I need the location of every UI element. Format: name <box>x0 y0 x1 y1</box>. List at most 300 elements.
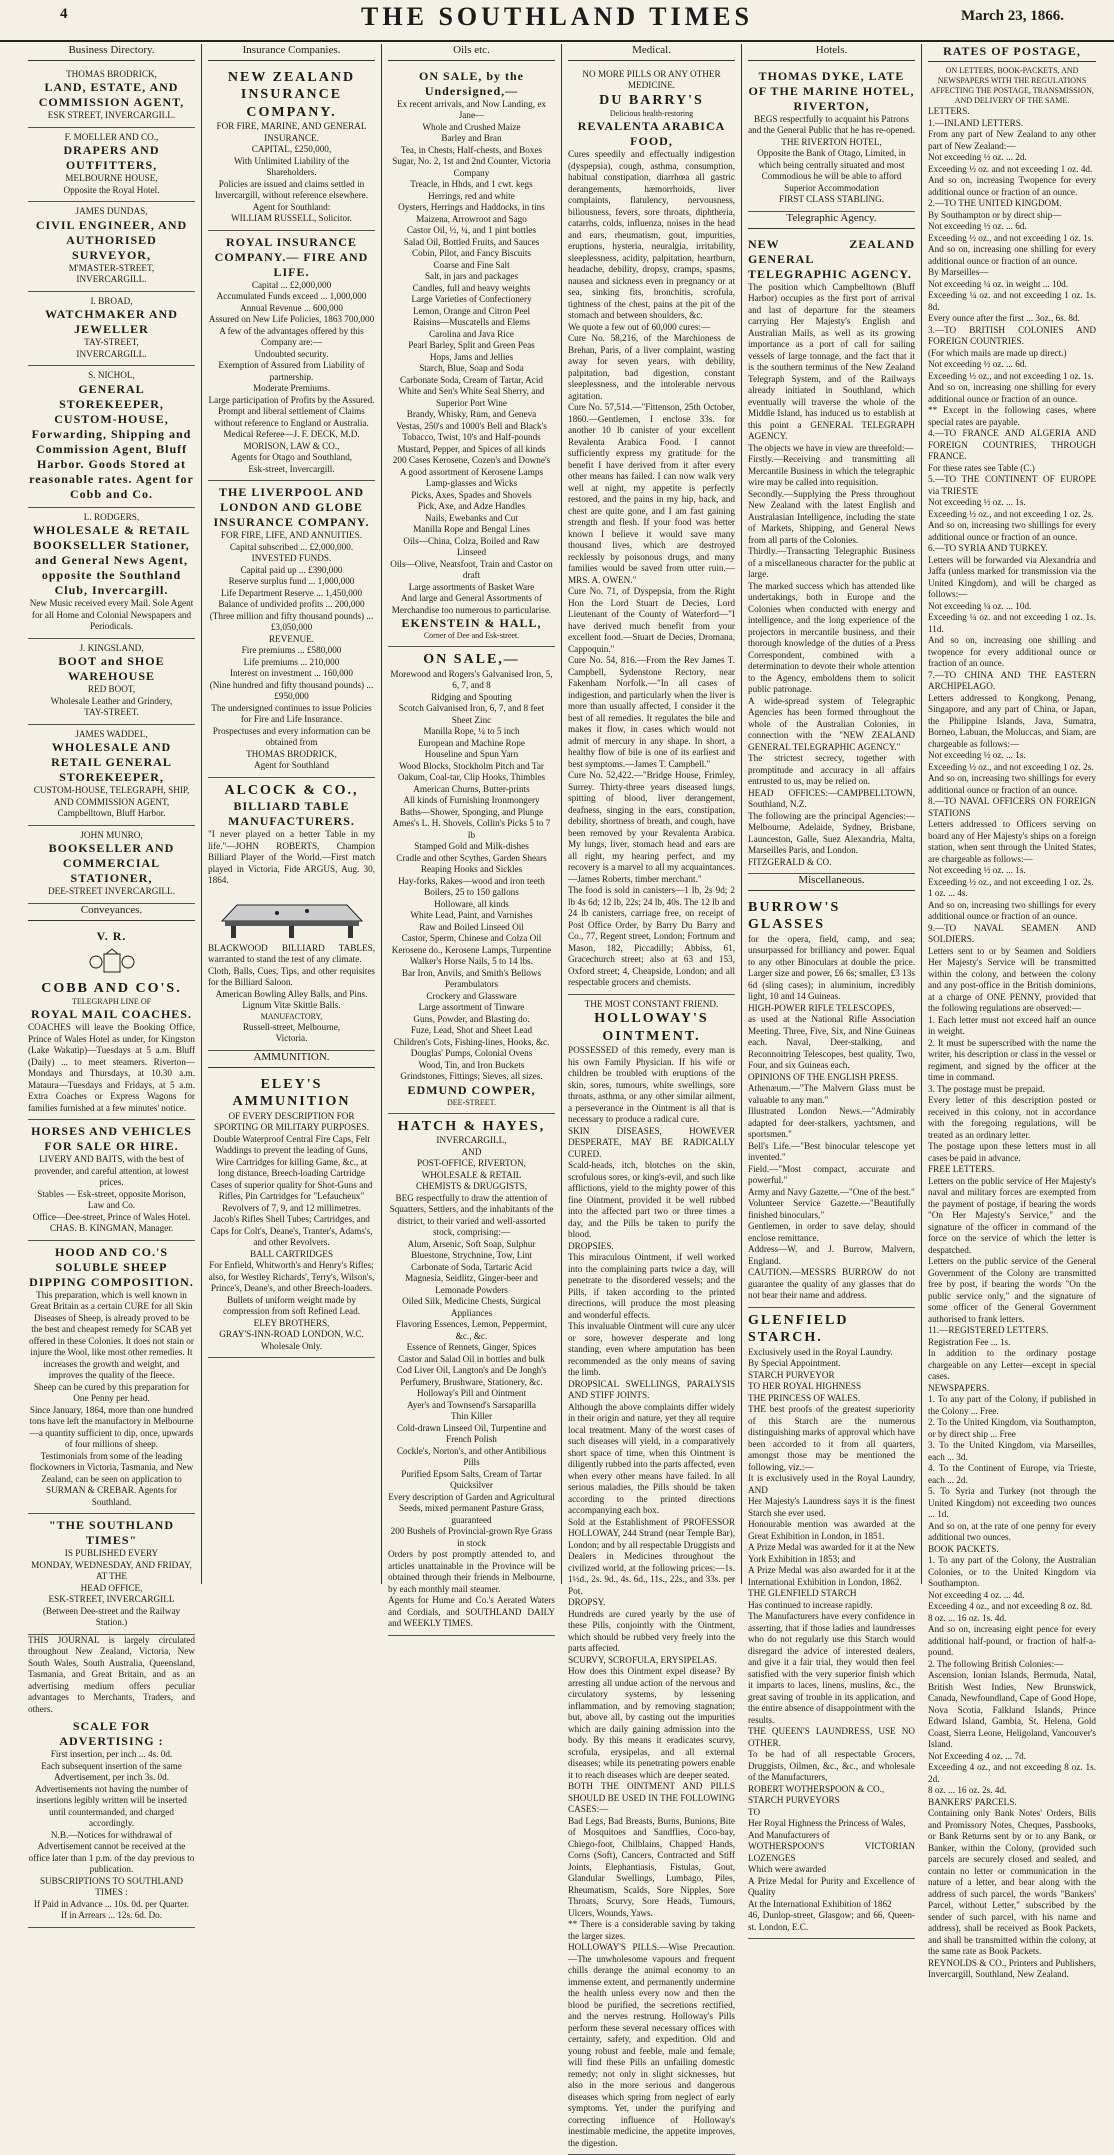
alcock-line: Russell-street, Melbourne, <box>242 1021 341 1032</box>
barry-subtitle: REVALENTA ARABICA FOOD, <box>577 119 726 149</box>
hatch-line: BEG respectfully to draw the attention of Squatters, Settlers, and the inhabitants of the district, to their varied and well-assorted stock, comprising:— <box>389 1192 554 1238</box>
conveyances-heading: Conveyances. <box>28 904 195 921</box>
list-item: Crockery and Glassware <box>426 990 517 1001</box>
postage-line: 4.—TO FRANCE AND ALGERIA AND FOREIGN COUNTRIES, THROUGH FRANCE. <box>928 428 1096 461</box>
scale-line: SCALE FOR ADVERTISING : <box>59 1719 164 1748</box>
holloway-paragraph: This miraculous Ointment, if well worked into the complaining parts twice a day, will penetrate to the disordered vessels; and the Pills, if taken according to the printed directions, will produce the most pleasing and wonderful effects. <box>568 1252 735 1320</box>
holloway-paragraph: POSSESSED of this remedy, every man is his own Family Physician. If his wife or children be troubled with eruptions of the skin, sores, tumours, white swellings, sore throats, asthma, or any other similar ailment, a perseverance in the Ointment is all that is necessary to produce a radical cure. <box>568 1045 735 1125</box>
directory-ad-line: BOOT and SHOE WAREHOUSE <box>58 654 165 684</box>
sale-item-list <box>388 122 555 617</box>
directory-ad-line: JAMES WADDEL, <box>75 728 148 739</box>
page-columns <box>22 44 1102 2148</box>
postage-line: 1 oz. ... 4s. <box>928 888 968 898</box>
list-item: Sheet Zinc <box>451 714 492 725</box>
holloway-paragraph: DROPSY. <box>568 1597 606 1608</box>
list-item: Starch, Blue, Soap and Soda <box>419 363 524 374</box>
directory-ad-line: ESK STREET, INVERCARGILL. <box>47 110 176 121</box>
riverton-line: THE RIVERTON HOTEL, <box>781 136 882 147</box>
nz-line: With Unlimited Liability of the Shareholders. <box>234 155 349 178</box>
royal-line: Exemption of Assured from Liability of partnership. <box>218 360 365 382</box>
alcock-line: BLACKWOOD BILLIARD TABLES, warranted to stand the test of any climate. <box>208 942 375 965</box>
ammo-line: Jacob's Rifles Shell Tubes; Cartridges, and Caps for Colt's, Deane's, Tranter's, Adams's, and other Revolvers. <box>210 1214 373 1247</box>
column-postage <box>922 44 1102 1979</box>
hatch-footer: Orders by post promptly attended to, and articles unattainable in the Province will be obtained through their friends in Melbourne, by each monthly mail steamer. <box>388 1549 555 1594</box>
telegraph-line: The strictest secrecy, together with promptitude and accuracy in all affairs entrusted to us, may be relied on. <box>748 753 915 786</box>
telegraphic-agency-ad <box>748 233 915 875</box>
list-item: Carolina and Java Rice <box>429 328 514 339</box>
cobb-coaches-ad <box>28 925 195 1121</box>
royal-line: ROYAL INSURANCE COMPANY.— FIRE AND LIFE. <box>214 234 369 279</box>
liverpool-line: Capital subscribed ... £2,000,000. <box>229 541 354 552</box>
list-item: Manilla Rope, ¼ to 5 inch <box>423 726 520 737</box>
postage-line: In addition to the ordinary postage chargeable on any Letter—except in special cases. <box>928 1348 1096 1381</box>
postage-line: 2. The following British Colonies:— <box>928 1658 1064 1669</box>
alcock-subtitle: BILLIARD TABLE MANUFACTURERS. <box>228 799 355 829</box>
hatch-line: AND <box>461 1146 482 1157</box>
list-item: Cockle's, Norton's, and other Antibilious Pills <box>396 1445 547 1468</box>
list-item: Grindstones, Fittings; Sieves, all sizes. <box>400 1071 543 1082</box>
list-item: Castor Oil, ½, ¼, and 1 pint bottles <box>406 225 537 236</box>
starch-line: To be had of all respectable Grocers, Druggists, Oilmen, &c., &c., and wholesale of the Manufacturers, <box>748 1749 915 1783</box>
list-item: Brandy, Whisky, Rum, and Geneva <box>406 409 537 420</box>
scale-line: If in Arrears ... 12s. 6d. Do. <box>60 1910 163 1920</box>
list-item: And large and General Assortments of Merchandise too numerous to particularise. <box>391 593 552 615</box>
du-barry-ad <box>568 65 735 995</box>
list-item: Boilers, 25 to 150 gallons <box>424 887 519 898</box>
postage-line: And so on, increasing eight pence for every additional half-pound, or fraction of half-a-pound. <box>928 1624 1096 1657</box>
postage-rates <box>928 106 1096 1981</box>
postage-line: By Marseilles— <box>928 267 989 277</box>
ammo-line: BALL CARTRIDGES <box>249 1248 334 1259</box>
ammo-line: Wholesale Only. <box>260 1340 323 1351</box>
directory-ad-line: WATCHMAKER AND JEWELLER <box>45 307 178 337</box>
sale-item-list <box>388 669 555 1083</box>
postage-line: 7.—TO CHINA AND THE EASTERN ARCHIPELAGO. <box>928 669 1096 691</box>
directory-ad <box>28 826 195 904</box>
list-item: European and Machine Rope <box>418 737 525 748</box>
list-item: Baths—Shower, Sponging, and Plunge <box>399 806 544 817</box>
list-item: Reaping Hooks and Sickles <box>420 864 523 875</box>
sheep-line: HOOD AND CO.'S SOLUBLE SHEEP DIPPING COMPOSITION. <box>29 1244 194 1289</box>
alcock-quote: "I never played on a better Table in my life."—JOHN ROBERTS, Champion Billiard Player of the World.—First match played in Victoria, Fide ARGUS, Aug. 30, 1864. <box>208 829 375 886</box>
times-line: AT THE <box>95 1571 128 1581</box>
starch-line: Honourable mention was awarded at the Great Exhibition in London, in 1851. <box>748 1519 915 1541</box>
ammo-line: ELEY'S AMMUNITION <box>232 1076 351 1109</box>
column-heading: Business Directory. <box>28 44 195 61</box>
royal-arms-icon <box>82 948 142 976</box>
liverpool-line: Life premiums ... 210,000 <box>243 656 340 667</box>
postage-line: 2.—TO THE UNITED KINGDOM. <box>928 198 1062 208</box>
list-item: Hops, Jams and Jellies <box>429 351 514 362</box>
list-item: Wood Blocks, Stockholm Pitch and Tar <box>399 760 544 771</box>
directory-ad-line: CIVIL ENGINEER, AND AUTHORISED SURVEYOR, <box>35 217 188 262</box>
directory-ad-line: TAY-STREET. <box>84 707 139 718</box>
postage-line: 3. The postage must be prepaid. <box>928 1083 1045 1094</box>
starch-line: Her Royal Highness the Princess of Wales, <box>748 1818 906 1829</box>
postage-line: 6.—TO SYRIA AND TURKEY. <box>928 543 1048 553</box>
liverpool-line: THE LIVERPOOL AND LONDON AND GLOBE INSURANCE COMPANY. <box>213 485 370 530</box>
directory-ad-line: M'MASTER-STREET, <box>68 262 155 273</box>
list-item: Manilla Rope and Bengal Lines <box>413 524 530 535</box>
sale-subtitle: Ex recent arrivals, and Now Landing, ex Jane— <box>397 98 546 121</box>
column-medical <box>562 44 742 2148</box>
postage-line: Not exceeding ½ oz. ... 2d. <box>928 152 1027 162</box>
paper-title: THE SOUTHLAND TIMES <box>361 2 753 31</box>
directory-ad <box>28 508 195 639</box>
eley-ammunition-ad <box>208 1072 375 1359</box>
list-item: Magnesia, Seidlitz, Ginger-beer and Lemonade Powders <box>405 1273 538 1295</box>
burrow-line: Illustrated London News.—"Admirably adapted for deer-stalkers, yachtsmen, and sportsmen." <box>748 1106 915 1140</box>
burrow-line: as used at the National Rifle Association Meeting. Three, Five, Six, and Nine Guineas each. Naval, Deer-stalking, and Reconnoitring Telescopes, best quality, Two, Four, and six Guineas each. <box>748 1014 915 1071</box>
liverpool-line: Capital paid up ... £390,000 <box>240 564 343 575</box>
list-item: Cod Liver Oil, Langton's and De Jongh's <box>396 1365 547 1376</box>
scale-line: Each subsequent insertion of the same Advertisement, per inch 3s. 0d. <box>41 1760 182 1782</box>
telegraph-line: Firstly.—Receiving and transmitting all Mercantile Business in which the telegraphic wire may be called into requisition. <box>748 454 915 487</box>
alcock-line: American Bowling Alley Balls, and Pins. <box>215 988 368 999</box>
postage-line: 9.—TO NAVAL SEAMEN AND SOLDIERS. <box>928 922 1096 944</box>
directory-ad-line: JAMES DUNDAS, <box>75 206 148 217</box>
list-item: Oakum, Coal-tar, Clip Hooks, Thimbles <box>397 772 546 783</box>
list-item: Perambulators <box>444 979 499 990</box>
hatch-line: HATCH & HAYES, <box>397 1118 546 1134</box>
column-business-directory <box>22 44 202 1920</box>
postage-line: 8 oz. ... 16 oz. 1s. 4d. <box>928 1612 1007 1623</box>
list-item: Large Varieties of Confectionery <box>411 294 532 305</box>
directory-ad <box>28 639 195 725</box>
times-line: IS PUBLISHED EVERY <box>64 1548 159 1558</box>
list-item: Sugar, No. 2, 1st and 2nd Counter, Victoria Company <box>392 156 551 178</box>
list-item: Mustard, Pepper, and Spices of all kinds <box>397 443 546 454</box>
postage-line: And so on, increasing two shillings for every additional ounce or fraction of an ounce. <box>928 520 1096 542</box>
list-item: 200 Bushels of Provincial-grown Rye Grass in stock <box>390 1526 553 1548</box>
hatch-line: INVERCARGILL, <box>436 1135 507 1146</box>
burrow-line: OPINIONS OF THE ENGLISH PRESS. <box>748 1071 899 1082</box>
holloway-tagline: THE MOST CONSTANT FRIEND. <box>584 998 719 1009</box>
postage-line: 1.—INLAND LETTERS. <box>928 117 1024 128</box>
postage-line: Every ounce after the first ... 3oz., 6s. 8d. <box>928 313 1080 323</box>
ammo-line: OF EVERY DESCRIPTION FOR SPORTING OR MILITARY PURPOSES. <box>213 1110 370 1132</box>
postage-line: 1. To any part of the Colony, if published in the Colony ... Free. <box>928 1394 1096 1416</box>
postage-line: And so on, at the rate of one penny for every additional two ounces. <box>928 1520 1096 1542</box>
directory-ad <box>28 65 195 128</box>
burrow-line: CAUTION.—MESSRS BURROW do not guarantee the quality of any glasses that do not bear their name and address. <box>748 1267 915 1301</box>
scale-line: SUBSCRIPTIONS TO SOUTHLAND TIMES : <box>39 1875 184 1897</box>
postage-line: Exceeding ½ oz., and not exceeding 1 oz. 2s. <box>928 876 1094 887</box>
postage-line: Ascension, Ionian Islands, Bermuda, Natal, British West Indies, New Brunswick, Canada, Newfoundland, Cape of Good Hope, Nova Scotia, Falkland Islands, Prince Edward Island, Gambia, St. Helena, Gold Coast, Sierra Leone, Heligoland, Vancouver's Island. <box>928 1670 1096 1749</box>
directory-ad-line: Wholesale Leather and Grindery, <box>50 695 173 706</box>
alcock-line: Cloth, Balls, Cues, Tips, and other requisites for the Billiard Saloon. <box>208 965 375 988</box>
holloway-paragraph: DROPSIES. <box>568 1240 614 1251</box>
directory-ad-line: Campbelltown, Bluff Harbor. <box>57 808 166 819</box>
list-item: Morewood and Rogers's Galvanised Iron, 5, 6, 7, and 8 <box>390 668 553 691</box>
directory-ad-line: Opposite the Royal Hotel. <box>63 184 160 195</box>
postage-line: 2. To the United Kingdom, via Southampton, or by direct ship ... Free <box>928 1417 1096 1439</box>
postage-line: Letters sent to or by Seamen and Soldiers Her Majesty's Service will be transmitted within the colony, and between the colony and any post-office in the British dominions, at a charge of ONE PENNY, provided that the following regulations are observed:— <box>928 945 1096 1013</box>
postage-line: 8.—TO NAVAL OFFICERS ON FOREIGN STATIONS <box>928 796 1096 818</box>
postage-line: Every letter of this description posted or received in this colony, not in accordance with the foregoing regulations, will be treated as an ordinary letter. <box>928 1095 1096 1140</box>
advertising-scale <box>28 1715 195 1928</box>
masthead <box>0 0 1114 42</box>
telegraph-line: FITZGERALD & CO. <box>748 856 832 867</box>
cobb-body: COACHES will leave the Booking Office, Prince of Wales Hotel as under, for Kingston (Lake Wakatip)—Tuesdays at 5 a.m. Bluff (Daily) ... to meet steamers. Riverton—Mondays and Thursdays, at 10.30 a.m. Mataura—Tuesdays and Fridays, at 5 a.m. Extra Coaches or Express Wagons for families furnished at a few minutes' notice. <box>28 1022 195 1113</box>
column-merchants <box>382 44 562 1629</box>
royal-line: Assured on New Life Policies, 1863 700,000 <box>208 314 375 325</box>
postage-line: Not exceeding ½ oz. ... 6d. <box>928 221 1027 231</box>
list-item: Essence of Rennets, Ginger, Spices <box>406 1342 537 1353</box>
postage-line: Letters on the public service of the General Government of the Colony are transmitted free by post, if bearing the words "On the public service only," and the signature of some officer of the General Government authorised to frank letters. <box>928 1256 1096 1324</box>
liverpool-line: Agent for Southland <box>253 760 330 771</box>
barry-paragraph: Cure No. 54, 816.—From the Rev James T. Campbell, Sydenstone Rectory, near Fakenham Norfolk.—"In all cases of indigestion, and particularly when the liver is more than usually affected, I consider it the best of all remedies. It regulates the bile and makes it flow, in cases which would not admit of mercury in any shape. In short, a healthy flow of bile is one of its earliest and best symptoms.—James T. Campbell." <box>568 655 735 769</box>
horses-line: HORSES AND VEHICLES FOR SALE OR HIRE. <box>31 1124 192 1153</box>
hatch-line: POST-OFFICE, RIVERTON, <box>417 1158 526 1169</box>
liverpool-line: REVENUE. <box>268 633 315 644</box>
holloway-title: HOLLOWAY'S OINTMENT. <box>594 1011 709 1044</box>
royal-line: Agents for Otago and Southland, <box>230 452 353 463</box>
directory-ad-line: J. KINGSLAND, <box>79 642 144 653</box>
sale-signature: EDMUND COWPER, <box>407 1082 536 1097</box>
starch-line: Which were awarded <box>748 1864 827 1875</box>
list-item: Salad Oil, Bottled Fruits, and Sauces <box>403 236 540 247</box>
scale-line: If Paid in Advance ... 10s. 0d. per Quarter. <box>33 1898 190 1909</box>
burrow-line: Bell's Life.—"Best binocular telescope yet invented." <box>748 1140 915 1163</box>
starch-line: WOTHERSPOON'S VICTORIAN LOZENGES <box>748 1841 915 1863</box>
directory-ad-line: S. NICHOL, <box>88 370 135 381</box>
list-item: Picks, Axes, Spades and Shovels <box>411 489 532 500</box>
list-item: Lemon, Orange and Citron Peel <box>412 305 531 316</box>
nz-line: FOR FIRE, MARINE, AND GENERAL INSURANCE. <box>216 121 367 143</box>
list-item: Every description of Garden and Agricultural Seeds, mixed permanent Pasture Grass, guaranteed <box>388 1491 555 1525</box>
list-item: White and Sen's White Seal Sherry, and Superior Port Wine <box>398 386 545 408</box>
liverpool-line: Life Department Reserve ... 1,450,000 <box>220 587 363 598</box>
directory-ad-line: DEE-STREET INVERCARGILL. <box>48 886 175 897</box>
postage-line: Not Exceeding 4 oz. ... 7d. <box>928 1750 1026 1761</box>
postage-line: 3.—TO BRITISH COLONIES AND FOREIGN COUNTRIES. <box>928 324 1096 346</box>
telegraph-line: The marked success which has attended like undertakings, both in Europe and the Colonies when conducted with energy and intelligence, and the long experience of the projectors in mercantile business, and their thorough knowledge of the duties of a Press Correspondent, combined with a determination to devote their whole attention to the Agency, emboldens them to solicit public patronage. <box>748 580 915 694</box>
horses-line: Office—Dee-street, Prince of Wales Hotel. <box>32 1211 191 1222</box>
starch-line: Her Majesty's Laundress says it is the finest Starch she ever used. <box>748 1496 915 1518</box>
alcock-line: Victoria. <box>275 1033 308 1044</box>
barry-subtitle: Delicious health-restoring <box>609 109 694 119</box>
page-number: 4 <box>60 6 68 22</box>
hatch-header <box>388 1118 555 1239</box>
riverton-line: THOMAS DYKE, LATE OF THE MARINE HOTEL, RIVERTON, <box>748 68 915 113</box>
royal-line: A few of the advantages offered by this Company are:— <box>219 325 364 348</box>
starch-line: 46, Dunlop-street, Glasgow; and 66, Queen-st. London, E.C. <box>748 1910 915 1932</box>
holloway-paragraph: HOLLOWAY'S PILLS.—Wise Precaution.—The unwholesome vapours and frequent chills derange the animal economy to an immense extent, and permanently undermine the health unless every now and then the blood be purified, the secretions rectified, and the nerves restrung. Holloway's Pills perform these several necessary offices with certainty, safety, and expedition. Old and young robust and feeble, male and female, will find these Pills an unfailing domestic remedy; not only in slight sicknesses, but also in the more serious and dangerous diseases which spring from neglect of early symptoms. Yet, under the purifying and correcting influence of Holloway's inestimable medicine, the appetite improves, the digestion. <box>568 1942 735 2148</box>
column-heading: Medical. <box>568 44 735 61</box>
holloway-paragraph: Scald-heads, itch, blotches on the skin, scrofulous sores, or king's-evil, and such like afflictions, yield to the mighty power of this fine Ointment, provided it be well rubbed into the affected part two or three times a day, and the Pills be taken to purify the blood. <box>568 1160 735 1240</box>
holloway-paragraph: BOTH THE OINTMENT AND PILLS SHOULD BE USED IN THE FOLLOWING CASES:— <box>568 1781 735 1815</box>
list-item: Children's Cots, Fishing-lines, Hooks, &c. <box>393 1036 550 1047</box>
list-item: Douglas' Pumps, Colonial Ovens <box>410 1048 533 1059</box>
starch-line: THE PRINCESS OF WALES. <box>748 1392 861 1403</box>
burrow-line: Athenæum.—"The Malvern Glass must be valuable to any man." <box>748 1083 915 1105</box>
ekenstein-sale-ad <box>388 65 555 648</box>
list-item: White Lead, Paint, and Varnishes <box>410 910 533 921</box>
directory-ad-line: INVERCARGILL. <box>76 274 147 285</box>
postage-line: ** Except in the following cases, where special rates are payable. <box>928 405 1096 427</box>
list-item: Large assortments of Basket Ware <box>408 581 535 592</box>
list-item: Vestas, 250's and 1000's Bell and Black's <box>396 420 547 431</box>
royal-cipher: V. R. <box>96 928 127 943</box>
burrow-line: Gentlemen, in order to save delay, should enclose remittance. <box>748 1221 915 1243</box>
starch-line: Has continued to increase rapidly. <box>748 1599 873 1610</box>
list-item: Treacle, in Hhds, and 1 cwt. kegs <box>410 179 533 190</box>
list-item: Pick, Axe, and Adze Handles <box>417 501 526 512</box>
list-item: Raisins—Muscatells and Elems <box>413 317 530 328</box>
times-line: "THE SOUTHLAND TIMES" <box>48 1518 175 1547</box>
liverpool-line: Interest on investment ... 160,000 <box>230 668 353 679</box>
list-item: Maizena, Arrowroot and Sago <box>416 213 527 224</box>
postage-line: Not exceeding ½ oz. ... 1s. <box>928 865 1026 875</box>
postage-line: 3. To the United Kingdom, via Marseilles, each ... 3d. <box>928 1440 1096 1462</box>
sheep-line: This preparation, which is well known in Great Britain as a certain CURE for all Skin Diseases of Sheep, is already proved to be the best and cheapest remedy for SCAB yet offered in these Colonies. It does not stain or injure the Wool, like most other remedies. It increases the growth and weight, and improves the quality of the fleece. <box>29 1289 194 1380</box>
directory-ad <box>28 366 195 508</box>
hatch-item-list <box>388 1239 555 1550</box>
horses-line: LIVERY AND BAITS, with the best of provender, and careful attention, at lowest prices. <box>34 1154 189 1187</box>
list-item: Cradle and other Scythes, Garden Shears <box>396 852 547 863</box>
list-item: Scotch Galvanised Iron, 6, 7, and 8 feet <box>398 703 545 714</box>
list-item: Lamp-glasses and Wicks <box>425 478 518 489</box>
postage-line: Letters addressed to Kongkong, Penang, Singapore, and any part of China, or Japan, the Philippine Islands, Java, Sumatra, Borneo, Labuan, the Moluccas, and Siam, are chargeable as follows:— <box>928 692 1096 749</box>
list-item: Stamped Gold and Milk-dishes <box>414 841 529 852</box>
postage-line: 1. To any part of the Colony, the Australian Colonies, or to the United Kingdom via Southampton. <box>928 1555 1096 1588</box>
glenfield-starch-ad <box>748 1308 915 1940</box>
barry-paragraph: Cure No. 58,216, of the Marchioness de Brehan, Paris, of a liver complaint, wasting away for seven years, with debility, palpitation, bad digestion, constant sleeplessness, and the intolerable nervous agitation. <box>568 333 735 401</box>
list-item: Tea, in Chests, Half-chests, and Boxes <box>400 144 543 155</box>
nz-line: CAPITAL, £250,000, <box>251 144 332 155</box>
ammo-line: Bullets of uniform weight made by compression from soft Refined Lead. <box>222 1294 360 1316</box>
burrow-line: HIGH-POWER RIFLE TELESCOPES, <box>748 1002 895 1013</box>
postage-line: Not exceeding ½ oz. ... 1s. <box>928 750 1026 760</box>
liverpool-line: THOMAS BRODRICK, <box>246 748 337 759</box>
column-hotels <box>742 44 922 1932</box>
list-item: Wood, Tin, and Iron Buckets <box>418 1059 525 1070</box>
list-item: Fuze, Lead, Shot and Sheet Lead <box>410 1025 533 1036</box>
barry-paragraph: Cures speedily and effectually indigestion (dyspepsia), cough, asthma, consumption, habitual constipation, diarrhœa all gastric derangements, hæmorrhoids, liver complaints, flatulency, nervousness, biliousness, fevers, sore throats, diphtheria, catarrhs, colds, influenza, noises in the head and ears, rheumatism, gout, impurities, eruptions, hysteria, neuralgia, irritability, sleeplessness, acidity, palpitation, heartburn, headache, debility, dropsy, cramps, spasms, nausea and sickness even in pregnancy or at sea, sinking fits, bronchitis, scrofula, tightness of the chest, pains at the pit of the stomach and between shoulders, &c. <box>568 149 735 321</box>
starch-line: A Prize Medal for Purity and Excellence of Quality <box>748 1875 915 1898</box>
postage-line: For these rates see Table (C.) <box>928 462 1035 473</box>
postage-line: NEWSPAPERS. <box>928 1382 990 1393</box>
sale-title: ON SALE,— <box>423 652 520 668</box>
starch-line: THE best proofs of the greatest superiority of this Starch are the numerous distinguishing marks of approval which have been accorded to it from all quarters, amongst those may be mentioned the following, viz.:— <box>748 1404 915 1472</box>
billiard-table-icon <box>217 891 367 939</box>
starch-line: And Manufacturers of <box>748 1829 830 1840</box>
directory-ad-line: TAY-STREET, <box>84 337 139 348</box>
starch-line: It is exclusively used in the Royal Laundry, AND <box>748 1473 915 1495</box>
times-line: (Between Dee-street and the Railway Station.) <box>42 1605 181 1627</box>
directory-ad <box>28 128 195 203</box>
holloway-paragraph: Hundreds are cured yearly by the use of these Pills, conjointly with the Ointment, which should be rubbed very freely into the parts affected. <box>568 1608 735 1654</box>
list-item: Castor, Sperm, Chinese and Colza Oil <box>401 933 542 944</box>
burrow-line: Address—W. and J. Burrow, Malvern, England. <box>748 1244 915 1266</box>
list-item: Coarse and Fine Salt <box>433 259 510 270</box>
royal-line: Undoubted security. <box>254 348 329 359</box>
postage-line: BANKERS' PARCELS. <box>928 1796 1017 1807</box>
list-item: Oiled Silk, Medicine Chests, Surgical Appliances <box>402 1296 541 1318</box>
barry-paragraph: Cure No. 52,422.—"Bridge House, Frimley, Surrey. Thirty-three years diseased lungs, spitting of blood, liver derangement, deafness, singing in the ears, constipation, debility, shortness of breath, and cough, have been removed by your Revalenta Arabica. My lungs, liver, stomach head and ears are all right, my hearing perfect, and my recovery is a marvel to all my acquaintances.—James Roberts, timber merchant." <box>568 770 735 884</box>
postage-line: BOOK PACKETS. <box>928 1543 999 1554</box>
list-item: A good assortment of Kerosene Lamps <box>399 466 544 477</box>
directory-ad-line: THOMAS BRODRICK, <box>66 68 157 79</box>
postage-line: Containing only Bank Notes' Orders, Bills and Promissory Notes, Cheques, Passbooks, or Bank Returns sent by or to any Bank, or Banker, within the Colony, (provided such parcels are securely closed and sealed, and contain no letter or communication in the nature of a letter, and bear along with the address of such parcel, the words "Bankers' Parcel, without Letter," subscribed by the sender of such parcel, with his name and address), shall be received as Book Packets, and shall be transmitted within the colony, at the same rate as Book Packets. <box>928 1808 1096 1956</box>
directory-ad-line: I. BROAD, <box>90 295 133 306</box>
sale-title: ON SALE, by the Undersigned,— <box>418 68 525 98</box>
sale-signature: EKENSTEIN & HALL, <box>401 616 542 631</box>
starch-line: At the International Exhibition of 1862 <box>748 1898 892 1909</box>
sheep-line: Sheep can be cured by this preparation for One Penny per head. <box>33 1381 190 1403</box>
liverpool-line: (Nine hundred and fifty thousand pounds) ... £950,000 <box>209 679 374 702</box>
starch-line: The Manufacturers have every confidence in asserting, that if those ladies and laundresses who do not regularly use this Starch would disregard the advice of interested dealers, and give it a fair trial, they would then feel satisfied with the very superior finish which it imparts to laces, linens, muslins, &c., the great saving of trouble in its application, and the entire absence of disappointment with the results. <box>748 1611 915 1725</box>
burrow-line: Volunteer Service Gazette.—"Beautifully finished binoculars." <box>748 1198 915 1220</box>
alcock-title: ALCOCK & CO., <box>224 782 359 798</box>
riverton-line: FIRST CLASS STABLING. <box>778 194 885 205</box>
postage-line: Exceeding ½ oz., and not exceeding 1 oz. 2s. <box>928 761 1094 772</box>
holloway-paragraph: Bad Legs, Bad Breasts, Burns, Bunions, Bite of Mosquitoes and Sandflies, Coco-bay, Chiego-foot, Chilblains, Chapped Hands, Corns (Soft), Cancers, Contracted and Stiff Joints, Elephantiasis, Fistulas, Gout, Glandular Swellings, Lumbago, Piles, Rheumatism, Scalds, Sore Nipples, Sore Throats, Scurvy, Sore Heads, Tumours, Ulcers, Wounds, Yaws. <box>568 1815 735 1918</box>
times-line: MONDAY, WEDNESDAY, AND FRIDAY, <box>31 1559 192 1570</box>
postage-line: 2. It must be superscribed with the name the writer, his description or class in the vessel or regiment, and signed by the officer at the time in command. <box>928 1037 1096 1082</box>
postage-line: And so on, increasing Twopence for every additional ounce or fraction of an ounce. <box>928 175 1096 197</box>
cobb-subtitle: TELEGRAPH LINE OF <box>71 997 152 1006</box>
directory-ad-line: DRAPERS AND OUTFITTERS, <box>63 143 160 173</box>
list-item: American Churns, Butter-prints <box>413 783 530 794</box>
liverpool-line: INVESTED FUNDS. <box>251 553 332 564</box>
telegraph-line: The position which Campbelltown (Bluff Harbor) occupies as the first port of arrival and last of departure for the steamers carrying Her Majesty's English and Australian Mails, as well as its growing importance as a port of call for sailing vessels of large tonnage, and the fact that it is the southern terminus of the New Zealand Telegraph System, and of the Railways already initiated in Southland, which eventually will traverse the whole of the Middle Island, has induced us to establish at this point a GENERAL TELEGRAPH AGENCY. <box>748 281 915 441</box>
scale-line: First insertion, per inch ... 4s. 0d. <box>50 1749 173 1759</box>
liverpool-line: (Three million and fifty thousand pounds) ... £3,050,000 <box>209 610 374 633</box>
starch-line: STARCH PURVEYOR <box>748 1369 835 1380</box>
burrow-line: BURROW'S GLASSES <box>748 899 841 933</box>
postage-line: Registration Fee ... 1s. <box>928 1336 1011 1347</box>
postage-line: Letters will be forwarded via Alexandria and Jaffa (unless marked for transmission via the United Kingdom), and will be charged as follows:— <box>928 554 1096 599</box>
times-line: ESK-STREET, INVERCARGILL <box>48 1594 175 1604</box>
sheep-dip-ad <box>28 1241 195 1515</box>
telegraph-line: Secondly.—Supplying the Press throughout New Zealand with the latest English and Australasian Intelligence, including the state of Markets, Shipping, and General News from all parts of the Colonies. <box>748 488 915 545</box>
barry-headline: NO MORE PILLS OR ANY OTHER MEDICINE. <box>582 68 721 91</box>
list-item: Bluestone, Strychnine, Tow, Lint <box>410 1250 533 1261</box>
postage-line: Exceeding ½ oz., and not exceeding 1 oz. 1s. <box>928 232 1094 243</box>
list-item: All kinds of Furnishing Ironmongery <box>403 795 540 806</box>
postage-line: And so on, increasing one shilling for every additional ounce or fraction of an ounce. <box>928 244 1096 266</box>
directory-ad-line: BOOKSELLER AND COMMERCIAL STATIONER, <box>48 841 175 886</box>
cobb-title: COBB AND CO'S. <box>41 980 182 996</box>
list-item: Alum, Arsenic, Soft Soap, Sulphur <box>407 1238 536 1249</box>
list-item: Barley and Bran <box>441 133 502 144</box>
postage-line: 5.—TO THE CONTINENT OF EUROPE via TRIESTE <box>928 474 1096 496</box>
list-item: Oils—Olive, Neatsfoot, Train and Castor on draft <box>390 558 553 581</box>
hatch-agents: Agents for Hume and Co.'s Aerated Waters and Cordials, and SOUTHLAND DAILY and WEEKLY TIMES. <box>388 1595 555 1629</box>
royal-line: Large participation of Profits by the Assured. <box>208 394 375 405</box>
list-item: Ridging and Spouting <box>431 691 512 702</box>
times-line: HEAD OFFICE, <box>80 1582 143 1593</box>
nz-line: NEW ZEALAND INSURANCE COMPANY. <box>227 69 356 120</box>
list-item: Salt, in jars and packages <box>424 271 519 282</box>
holloway-paragraph: SKIN DISEASES, HOWEVER DESPERATE, MAY BE RADICALLY CURED. <box>568 1125 735 1159</box>
list-item: Hay-forks, Rakes—wood and iron teeth <box>398 875 545 886</box>
directory-ad-line: RED BOOT, <box>87 684 136 695</box>
ammo-line: Double Waterproof Central Fire Caps, Felt Waddings to prevent the leading of Guns, Wire Cartridges for killing Game, &c., at long distance, Breech-loading Cartridge Cases of superior quality for Shot-Guns and Rifles, Pin Cartridges for "Lefaucheux" Revolvers of 7, 9, and 12 millimetres. <box>210 1133 373 1213</box>
ammunition-heading: AMMUNITION. <box>208 1051 375 1068</box>
list-item: Bar Iron, Anvils, and Smith's Bellows <box>401 967 542 978</box>
column-heading: Oils etc. <box>388 44 555 61</box>
list-item: Flavoring Essences, Lemon, Peppermint, &c., &c. <box>395 1319 548 1341</box>
directory-ad-line: F. MOELLER AND CO., <box>64 131 159 142</box>
list-item: Holloway's Pill and Ointment <box>416 1388 527 1399</box>
starch-line: Exclusively used in the Royal Laundry. <box>748 1346 893 1357</box>
postage-line: 5. To Syria and Turkey (not through the United Kingdom) not exceeding two ounces ... 1d. <box>928 1486 1096 1519</box>
list-item: Tobacco, Twist, 10's and Half-pounds <box>402 432 541 443</box>
sale-address: Corner of Dee and Esk-street. <box>423 631 520 641</box>
